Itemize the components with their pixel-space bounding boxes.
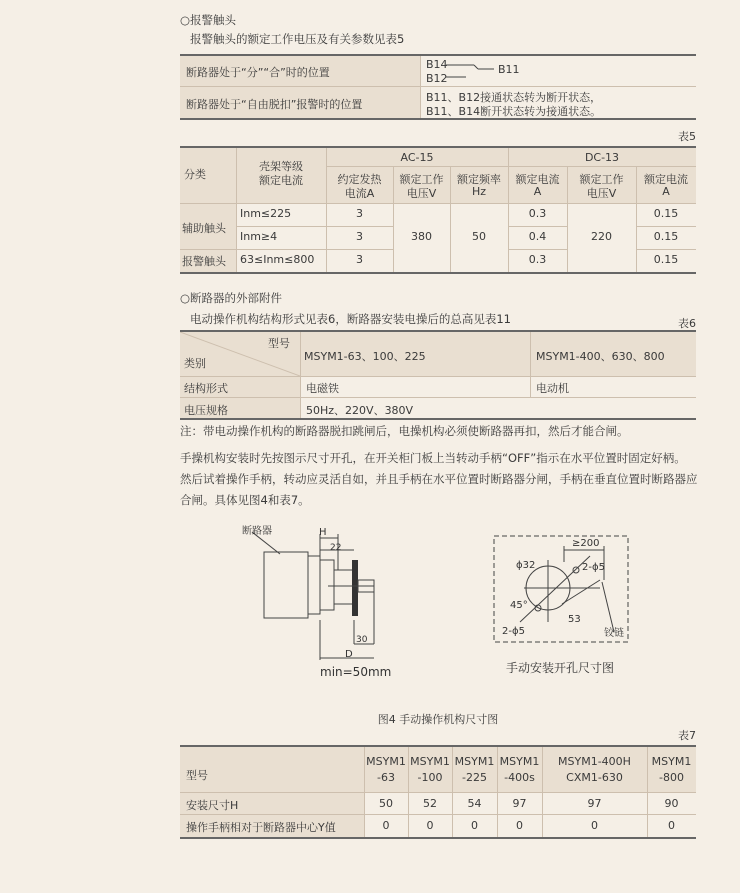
pos-row2-line2: B11、B14断开状态转为接通状态。 bbox=[426, 105, 602, 118]
panel-cutout-drawing bbox=[490, 532, 630, 682]
fig-r-phi32: ϕ32 bbox=[516, 560, 536, 571]
fig-min: min=50mm bbox=[320, 665, 392, 679]
t6-r2-v1: 50Hz、220V、380V bbox=[306, 404, 414, 417]
pos-b12: B12 bbox=[426, 72, 448, 85]
t7-col4-l2: -400s bbox=[504, 771, 535, 784]
table6 bbox=[180, 330, 696, 420]
t7-r1-c3: 54 bbox=[467, 797, 482, 810]
t7-r2-c5: 0 bbox=[591, 819, 598, 832]
t7-r2-c1: 0 bbox=[382, 819, 390, 832]
t7-r1-c6: 90 bbox=[664, 797, 679, 810]
fig-r-200: ≥200 bbox=[572, 538, 600, 549]
t6-r1-v1: 电磁铁 bbox=[306, 382, 339, 395]
t7-r2-c6: 0 bbox=[668, 819, 675, 832]
t7-row2-label: 操作手柄相对于断路器中心Y值 bbox=[186, 821, 336, 834]
position-table bbox=[180, 54, 696, 120]
t5-r3-dci: 0.3 bbox=[528, 253, 547, 266]
pos-b14: B14 bbox=[426, 58, 448, 71]
table7-caption: 表7 bbox=[678, 729, 696, 742]
fig-r-caption: 手动安装开孔尺寸图 bbox=[506, 661, 615, 675]
fig-dim22: 22 bbox=[330, 543, 342, 553]
t5-h-ac-v-1: 额定工作 bbox=[399, 173, 444, 186]
t7-col1-l2: -63 bbox=[377, 771, 395, 784]
t7-r2-c4: 0 bbox=[516, 819, 523, 832]
table7 bbox=[180, 745, 696, 839]
section-alarm-title: ○报警触头 bbox=[180, 13, 237, 27]
table5 bbox=[180, 146, 696, 274]
t5-h-frame-2: 额定电流 bbox=[259, 174, 303, 187]
pos-row1-label: 断路器处于“分”“合”时的位置 bbox=[186, 66, 330, 79]
t5-h-ac-heat-1: 约定发热 bbox=[337, 173, 382, 186]
t7-r2-c2: 0 bbox=[426, 819, 434, 832]
t5-h-dc-i-1: 额定电流 bbox=[515, 173, 560, 186]
t5-h-ac: AC-15 bbox=[400, 151, 434, 164]
t5-h-ac-v-2: 电压V bbox=[406, 187, 437, 200]
fig-r-53: 53 bbox=[568, 614, 581, 625]
t5-h-dc-v-1: 额定工作 bbox=[579, 173, 624, 186]
t5-r2-frame: Inm≥4 bbox=[240, 230, 278, 243]
t5-h-dc-i2-2: A bbox=[662, 185, 670, 198]
para-line-3: 合闸。具体见图4和表7。 bbox=[180, 493, 310, 507]
t7-r2-c3: 0 bbox=[471, 819, 478, 832]
t5-r3-heat: 3 bbox=[356, 253, 363, 266]
t7-r1-c1: 50 bbox=[379, 797, 393, 810]
section-accessory-subtitle: 电动操作机构结构形式见表6，断路器安装电操后的总高见表11 bbox=[190, 312, 511, 326]
pos-row2-line1: B11、B12接通状态转为断开状态， bbox=[426, 91, 602, 104]
t7-col4-l1: MSYM1 bbox=[499, 755, 540, 768]
fig-D: D bbox=[345, 649, 353, 660]
t7-h-model: 型号 bbox=[186, 769, 208, 782]
t5-r1-dci: 0.3 bbox=[528, 207, 547, 220]
t7-col3-l2: -225 bbox=[462, 771, 487, 784]
t7-row1-label: 安装尺寸H bbox=[186, 799, 239, 812]
t7-col5-l1: MSYM1-400H bbox=[558, 755, 631, 768]
switch-symbol-icon bbox=[446, 60, 496, 82]
t6-h-cat: 类别 bbox=[184, 357, 206, 370]
fig-r-2phi5b: 2-ϕ5 bbox=[502, 626, 525, 637]
t5-alarm-label: 报警触头 bbox=[182, 255, 226, 268]
t6-r2-label: 电压规格 bbox=[184, 404, 228, 417]
t7-r1-c2: 52 bbox=[423, 797, 437, 810]
t7-r1-c4: 97 bbox=[512, 797, 527, 810]
t5-h-frame-1: 壳架等级 bbox=[259, 160, 303, 173]
note-text: 注：带电动操作机构的断路器脱扣跳闸后，电操机构必须使断路器再扣，然后才能合闸。 bbox=[180, 424, 629, 438]
fig-r-2phi5a: 2-ϕ5 bbox=[582, 562, 605, 573]
t7-col6-l1: MSYM1 bbox=[651, 755, 692, 768]
t5-r2-heat: 3 bbox=[356, 230, 363, 243]
t5-h-dc-v-2: 电压V bbox=[586, 187, 617, 200]
pos-b11: B11 bbox=[498, 63, 520, 76]
t6-r1-v2: 电动机 bbox=[536, 382, 569, 395]
section-accessory-title: ○断路器的外部附件 bbox=[180, 291, 283, 305]
t7-col2-l2: -100 bbox=[417, 771, 443, 784]
t7-col1-l1: MSYM1 bbox=[366, 755, 406, 768]
pos-row2-label: 断路器处于“自由脱扣”报警时的位置 bbox=[186, 98, 363, 111]
fig-r-45: 45° bbox=[510, 600, 528, 611]
fig-left-label: 断路器 bbox=[242, 526, 272, 537]
t5-aux-label: 辅助触头 bbox=[182, 222, 226, 235]
t7-col2-l1: MSYM1 bbox=[410, 755, 450, 768]
t5-r3-frame: 63≤Inm≤800 bbox=[240, 253, 315, 266]
t7-col5-l2: CXM1-630 bbox=[566, 771, 623, 784]
t5-r2-dci2: 0.15 bbox=[653, 230, 679, 243]
section-alarm-subtitle: 报警触头的额定工作电压及有关参数见表5 bbox=[190, 32, 405, 46]
t5-r3-dci2: 0.15 bbox=[653, 253, 679, 266]
fig-H: H bbox=[319, 527, 327, 538]
t5-r1-heat: 3 bbox=[356, 207, 363, 220]
t5-r1-dci2: 0.15 bbox=[653, 207, 679, 220]
handle-mechanism-drawing bbox=[240, 520, 400, 685]
t5-h-dc: DC-13 bbox=[584, 151, 620, 164]
t5-h-dc-i2-1: 额定电流 bbox=[644, 173, 688, 186]
para-line-1: 手操机构安装时先按图示尺寸开孔，在开关柜门板上当转动手柄“OFF”指示在水平位置时固定好柄。 bbox=[180, 451, 686, 465]
t5-r2-dci: 0.4 bbox=[528, 230, 547, 243]
t7-col6-l2: -800 bbox=[659, 771, 684, 784]
t5-dc-v: 220 bbox=[591, 230, 612, 243]
fig-dim30: 30 bbox=[356, 635, 368, 645]
table6-caption: 表6 bbox=[678, 317, 696, 330]
t6-h-col1: MSYM1-63、100、225 bbox=[304, 350, 426, 363]
t5-h-class: 分类 bbox=[184, 168, 206, 181]
t5-r1-frame: Inm≤225 bbox=[240, 207, 292, 220]
fig4-caption: 图4 手动操作机构尺寸图 bbox=[377, 713, 499, 726]
t6-h-col2: MSYM1-400、630、800 bbox=[536, 350, 665, 363]
t5-h-ac-heat-2: 电流A bbox=[344, 187, 375, 200]
t6-r1-label: 结构形式 bbox=[184, 382, 228, 395]
t5-ac-v: 380 bbox=[411, 230, 432, 243]
t7-r1-c5: 97 bbox=[587, 797, 602, 810]
t7-col3-l1: MSYM1 bbox=[454, 755, 495, 768]
table5-caption: 表5 bbox=[678, 130, 696, 143]
t5-ac-f: 50 bbox=[472, 230, 486, 243]
t5-h-ac-f-2: Hz bbox=[471, 185, 487, 198]
para-line-2: 然后试着操作手柄，转动应灵活自如，并且手柄在水平位置时断路器分闸，手柄在垂直位置时断路器应 bbox=[180, 472, 698, 486]
t5-h-dc-i-2: A bbox=[533, 185, 542, 198]
t6-h-model: 型号 bbox=[268, 337, 290, 350]
fig-r-jiaolian: 铰链 bbox=[604, 628, 624, 639]
t5-h-ac-f-1: 额定频率 bbox=[457, 173, 501, 186]
